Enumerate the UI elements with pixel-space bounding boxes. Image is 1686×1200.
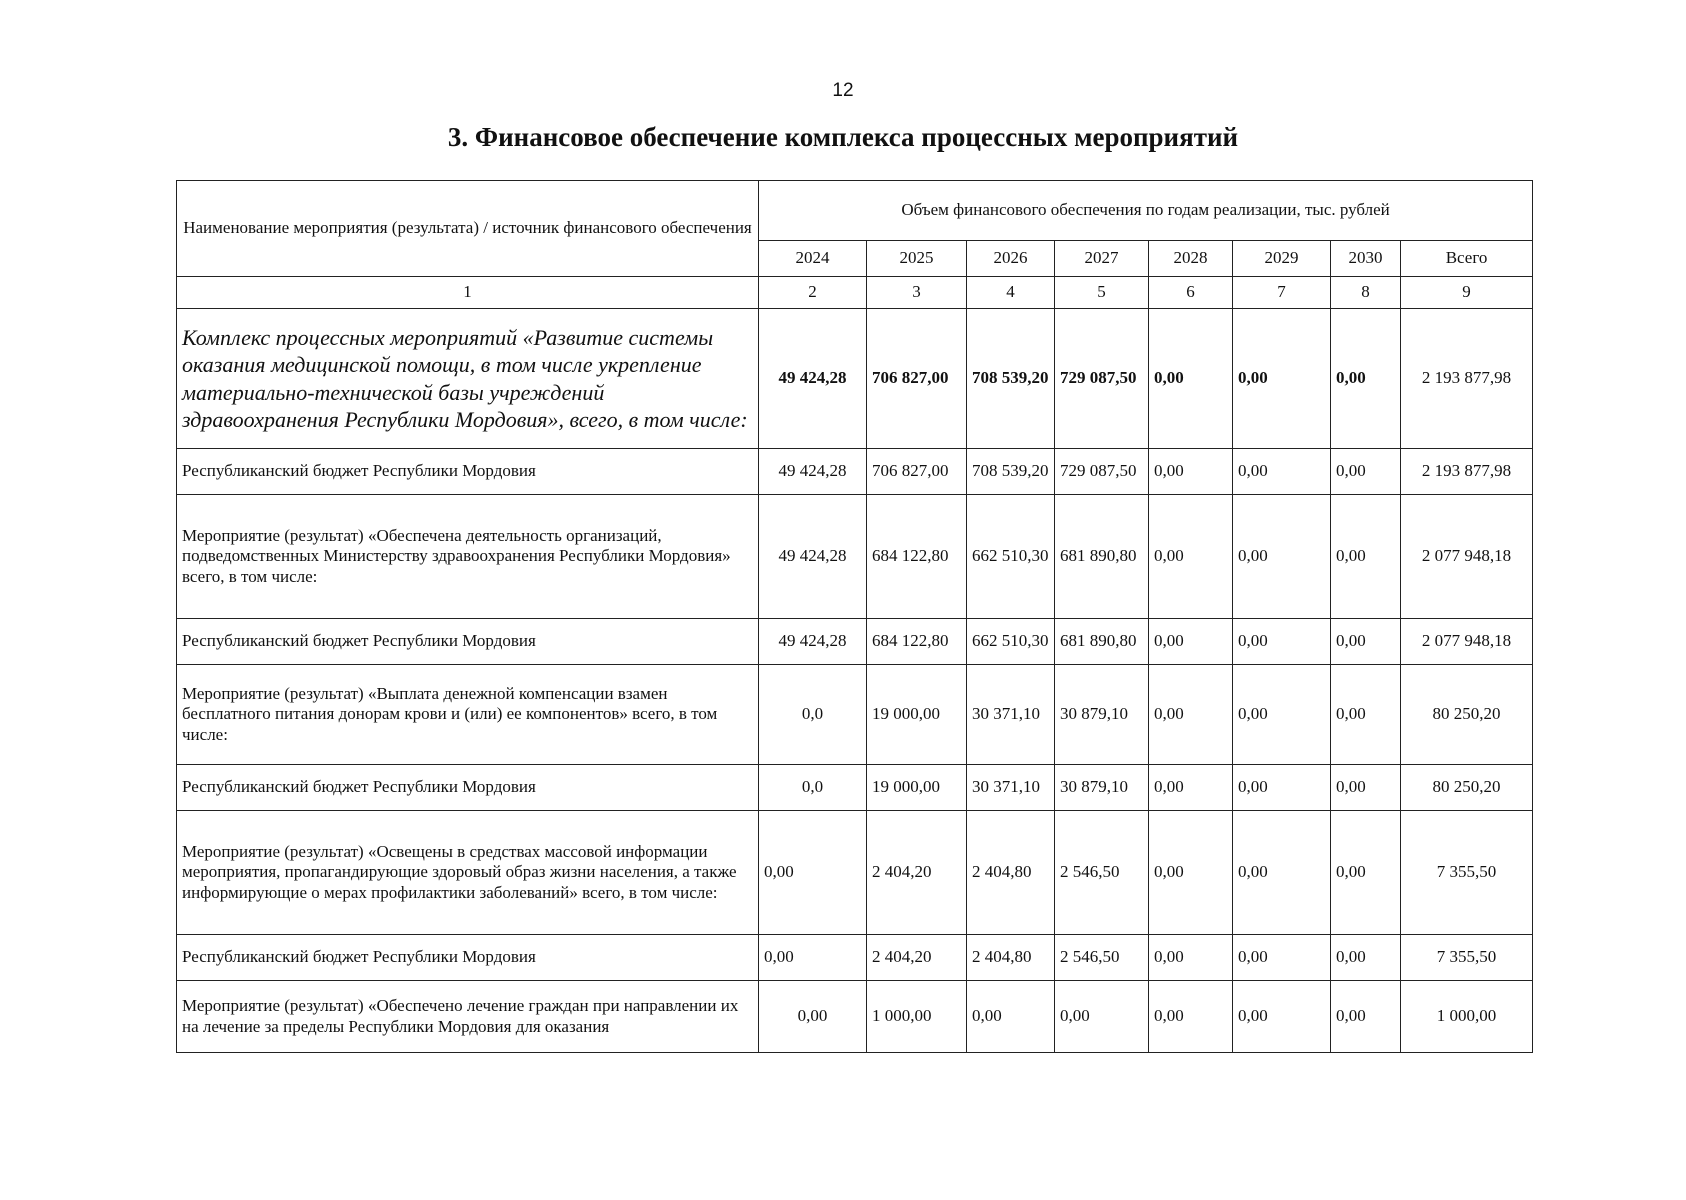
header-name-column: Наименование мероприятия (результата) / источник финансового обеспечения [177,181,759,277]
value-cell: 2 404,20 [867,811,967,935]
value-cell: 684 122,80 [867,495,967,619]
value-cell: 49 424,28 [759,495,867,619]
row-title: Республиканский бюджет Республики Мордовия [177,765,759,811]
header-year: 2029 [1233,241,1331,277]
column-number: 8 [1331,277,1401,309]
value-cell: 30 371,10 [967,665,1055,765]
value-cell: 662 510,30 [967,495,1055,619]
value-cell: 30 879,10 [1055,765,1149,811]
value-cell: 0,00 [1233,811,1331,935]
table-row [177,935,1533,981]
total-cell: 2 077 948,18 [1401,619,1533,665]
value-cell: 2 546,50 [1055,935,1149,981]
column-number: 1 [177,277,759,309]
header-year: 2024 [759,241,867,277]
value-cell: 19 000,00 [867,665,967,765]
value-cell: 662 510,30 [967,619,1055,665]
header-year: 2030 [1331,241,1401,277]
finance-table [176,180,1533,1053]
value-cell: 0,00 [1331,981,1401,1053]
row-title: Мероприятие (результат) «Обеспечена деятельность организаций, подведомственных Министерству здравоохранения Республики Мордовия» всего, в том числе: [177,495,759,619]
value-cell: 0,00 [1149,765,1233,811]
value-cell: 0,00 [1233,665,1331,765]
row-title: Комплекс процессных мероприятий «Развитие системы оказания медицинской помощи, в том числе укрепление материально-технической базы учреждений здравоохранения Республики Мордовия», всего, в том числе: [177,309,759,449]
row-title: Республиканский бюджет Республики Мордовия [177,449,759,495]
total-cell: 80 250,20 [1401,665,1533,765]
value-cell: 1 000,00 [867,981,967,1053]
value-cell: 0,00 [1331,811,1401,935]
header-volume-span: Объем финансового обеспечения по годам реализации, тыс. рублей [759,181,1533,241]
value-cell: 0,00 [1149,309,1233,449]
table-row [177,811,1533,935]
value-cell: 0,00 [759,811,867,935]
header-year: 2026 [967,241,1055,277]
value-cell: 729 087,50 [1055,309,1149,449]
table-row [177,981,1533,1053]
value-cell: 19 000,00 [867,765,967,811]
header-year: 2028 [1149,241,1233,277]
total-cell: 2 193 877,98 [1401,449,1533,495]
value-cell: 706 827,00 [867,449,967,495]
page-number: 12 [832,80,854,101]
value-cell: 0,00 [1149,935,1233,981]
header-total: Всего [1401,241,1533,277]
value-cell: 2 404,80 [967,935,1055,981]
row-title: Мероприятие (результат) «Освещены в средствах массовой информации мероприятия, пропагандирующие здоровый образ жизни населения, а также информирующие о мерах профилактики заболеваний» всего, в том числе: [177,811,759,935]
value-cell: 681 890,80 [1055,495,1149,619]
header-year: 2027 [1055,241,1149,277]
table-row [177,765,1533,811]
column-number: 9 [1401,277,1533,309]
value-cell: 706 827,00 [867,309,967,449]
table-row [177,665,1533,765]
column-number: 3 [867,277,967,309]
column-number: 6 [1149,277,1233,309]
value-cell: 0,00 [1233,449,1331,495]
value-cell: 0,00 [1149,981,1233,1053]
column-number: 5 [1055,277,1149,309]
value-cell: 0,00 [1331,619,1401,665]
value-cell: 0,00 [1149,495,1233,619]
value-cell: 708 539,20 [967,309,1055,449]
value-cell: 708 539,20 [967,449,1055,495]
table-row [177,619,1533,665]
value-cell: 0,00 [1331,765,1401,811]
value-cell: 0,00 [1149,811,1233,935]
value-cell: 0,00 [1149,619,1233,665]
value-cell: 30 879,10 [1055,665,1149,765]
total-cell: 80 250,20 [1401,765,1533,811]
value-cell: 0,00 [1233,935,1331,981]
table-row [177,309,1533,449]
total-cell: 2 077 948,18 [1401,495,1533,619]
column-number: 4 [967,277,1055,309]
total-cell: 1 000,00 [1401,981,1533,1053]
value-cell: 0,00 [1149,449,1233,495]
value-cell: 0,00 [1331,495,1401,619]
column-number: 7 [1233,277,1331,309]
table-row [177,449,1533,495]
value-cell: 0,00 [759,981,867,1053]
table-row [177,495,1533,619]
value-cell: 0,00 [759,935,867,981]
value-cell: 0,00 [1233,981,1331,1053]
row-title: Мероприятие (результат) «Обеспечено лечение граждан при направлении их на лечение за пределы Республики Мордовия для оказания [177,981,759,1053]
value-cell: 49 424,28 [759,309,867,449]
value-cell: 0,00 [1233,765,1331,811]
value-cell: 0,00 [1233,619,1331,665]
value-cell: 0,0 [759,765,867,811]
total-cell: 7 355,50 [1401,811,1533,935]
value-cell: 49 424,28 [759,449,867,495]
value-cell: 0,00 [1331,665,1401,765]
value-cell: 681 890,80 [1055,619,1149,665]
value-cell: 729 087,50 [1055,449,1149,495]
header-year: 2025 [867,241,967,277]
value-cell: 0,00 [1055,981,1149,1053]
column-number: 2 [759,277,867,309]
total-cell: 7 355,50 [1401,935,1533,981]
row-title: Мероприятие (результат) «Выплата денежной компенсации взамен бесплатного питания донорам крови и (или) ее компонентов» всего, в том числе: [177,665,759,765]
page-title: 3. Финансовое обеспечение комплекса процессных мероприятий [447,122,1239,152]
value-cell: 0,00 [967,981,1055,1053]
value-cell: 2 404,20 [867,935,967,981]
value-cell: 0,0 [759,665,867,765]
value-cell: 2 404,80 [967,811,1055,935]
total-cell: 2 193 877,98 [1401,309,1533,449]
value-cell: 684 122,80 [867,619,967,665]
value-cell: 0,00 [1233,309,1331,449]
value-cell: 0,00 [1331,449,1401,495]
value-cell: 0,00 [1331,309,1401,449]
row-title: Республиканский бюджет Республики Мордовия [177,619,759,665]
value-cell: 49 424,28 [759,619,867,665]
value-cell: 0,00 [1233,495,1331,619]
value-cell: 0,00 [1331,935,1401,981]
value-cell: 30 371,10 [967,765,1055,811]
row-title: Республиканский бюджет Республики Мордовия [177,935,759,981]
value-cell: 2 546,50 [1055,811,1149,935]
value-cell: 0,00 [1149,665,1233,765]
